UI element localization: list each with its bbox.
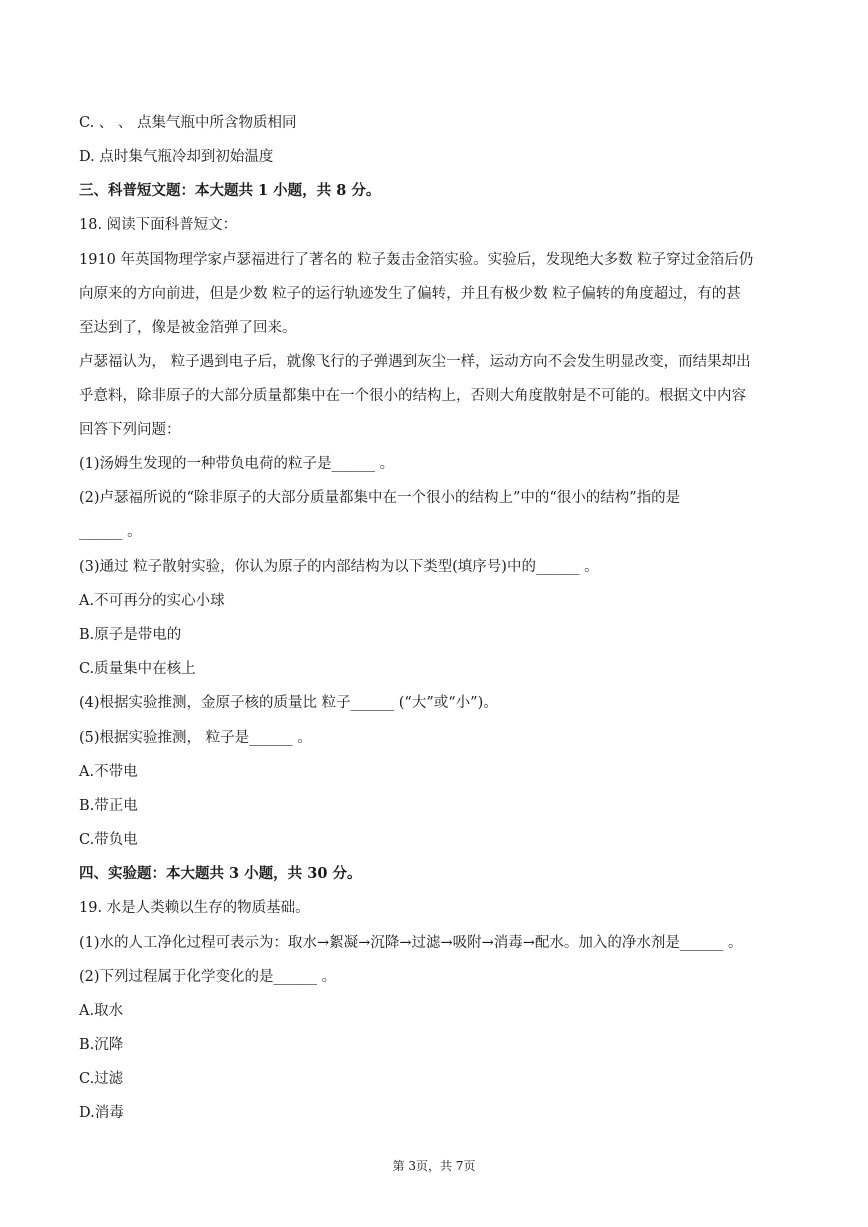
question-18-2: (2)卢瑟福所说的“除非原子的大部分质量都集中在一个很小的结构上”中的“很小的结构”指的是 bbox=[79, 490, 681, 506]
option-b-text: B.带正电 bbox=[79, 798, 138, 814]
question-19-2: (2)下列过程属于化学变化的是______ 。 bbox=[79, 969, 337, 985]
option-a-text: A.不带电 bbox=[79, 764, 138, 780]
option-c-text: C.质量集中在核上 bbox=[79, 661, 196, 677]
option-c-text: C. 、 、 点集气瓶中所含物质相同 bbox=[79, 115, 297, 131]
question-19-title: 19. 水是人类赖以生存的物质基础。 bbox=[79, 900, 310, 916]
passage-line-5: 乎意料，除非原子的大部分质量都集中在一个很小的结构上，否则大角度散射是不可能的。根据文中内容 bbox=[79, 388, 746, 404]
option-b-text: B.沉降 bbox=[79, 1037, 124, 1053]
question-18-title: 18. 阅读下面科普短文： bbox=[79, 217, 238, 233]
page-footer: 第 3页，共 7页 bbox=[392, 1159, 476, 1173]
passage-line-1: 1910 年英国物理学家卢瑟福进行了著名的 粒子轰击金箔实验。实验后，发现绝大多数 粒子穿过金箔后仍 bbox=[79, 252, 754, 268]
option-c-text: C.带负电 bbox=[79, 832, 138, 848]
option-a-text: A.不可再分的实心小球 bbox=[79, 593, 225, 609]
passage-line-3: 至达到了，像是被金箔弹了回来。 bbox=[79, 320, 297, 336]
option-c-text: C.过滤 bbox=[79, 1071, 124, 1087]
question-18-5: (5)根据实验推测， 粒子是______ 。 bbox=[79, 730, 312, 746]
question-18-2-blank: ______ 。 bbox=[79, 524, 142, 540]
option-d-text: D. 点时集气瓶冷却到初始温度 bbox=[79, 149, 274, 165]
option-d-text: D.消毒 bbox=[79, 1105, 124, 1121]
section-heading-3: 三、科普短文题：本大题共 1 小题，共 8 分。 bbox=[79, 182, 381, 199]
section-heading-4: 四、实验题：本大题共 3 小题，共 30 分。 bbox=[79, 865, 362, 882]
passage-line-6: 回答下列问题： bbox=[79, 422, 181, 438]
question-18-3: (3)通过 粒子散射实验，你认为原子的内部结构为以下类型(填序号)中的______ 。 bbox=[79, 559, 599, 575]
question-18-4: (4)根据实验推测，金原子核的质量比 粒子______ (“大”或“小”)。 bbox=[79, 695, 498, 711]
question-18-1: (1)汤姆生发现的一种带负电荷的粒子是______ 。 bbox=[79, 456, 395, 472]
option-b-text: B.原子是带电的 bbox=[79, 627, 182, 643]
passage-line-4: 卢瑟福认为， 粒子遇到电子后，就像飞行的子弹遇到灰尘一样，运动方向不会发生明显改变，而结果却出 bbox=[79, 354, 751, 370]
passage-line-2: 向原来的方向前进，但是少数 粒子的运行轨迹发生了偏转，并且有极少数 粒子偏转的角度超过，有的甚 bbox=[79, 286, 741, 302]
option-a-text: A.取水 bbox=[79, 1003, 124, 1019]
question-19-1: (1)水的人工净化过程可表示为：取水→絮凝→沉降→过滤→吸附→消毒→配水。加入的净水剂是______ 。 bbox=[79, 935, 743, 951]
